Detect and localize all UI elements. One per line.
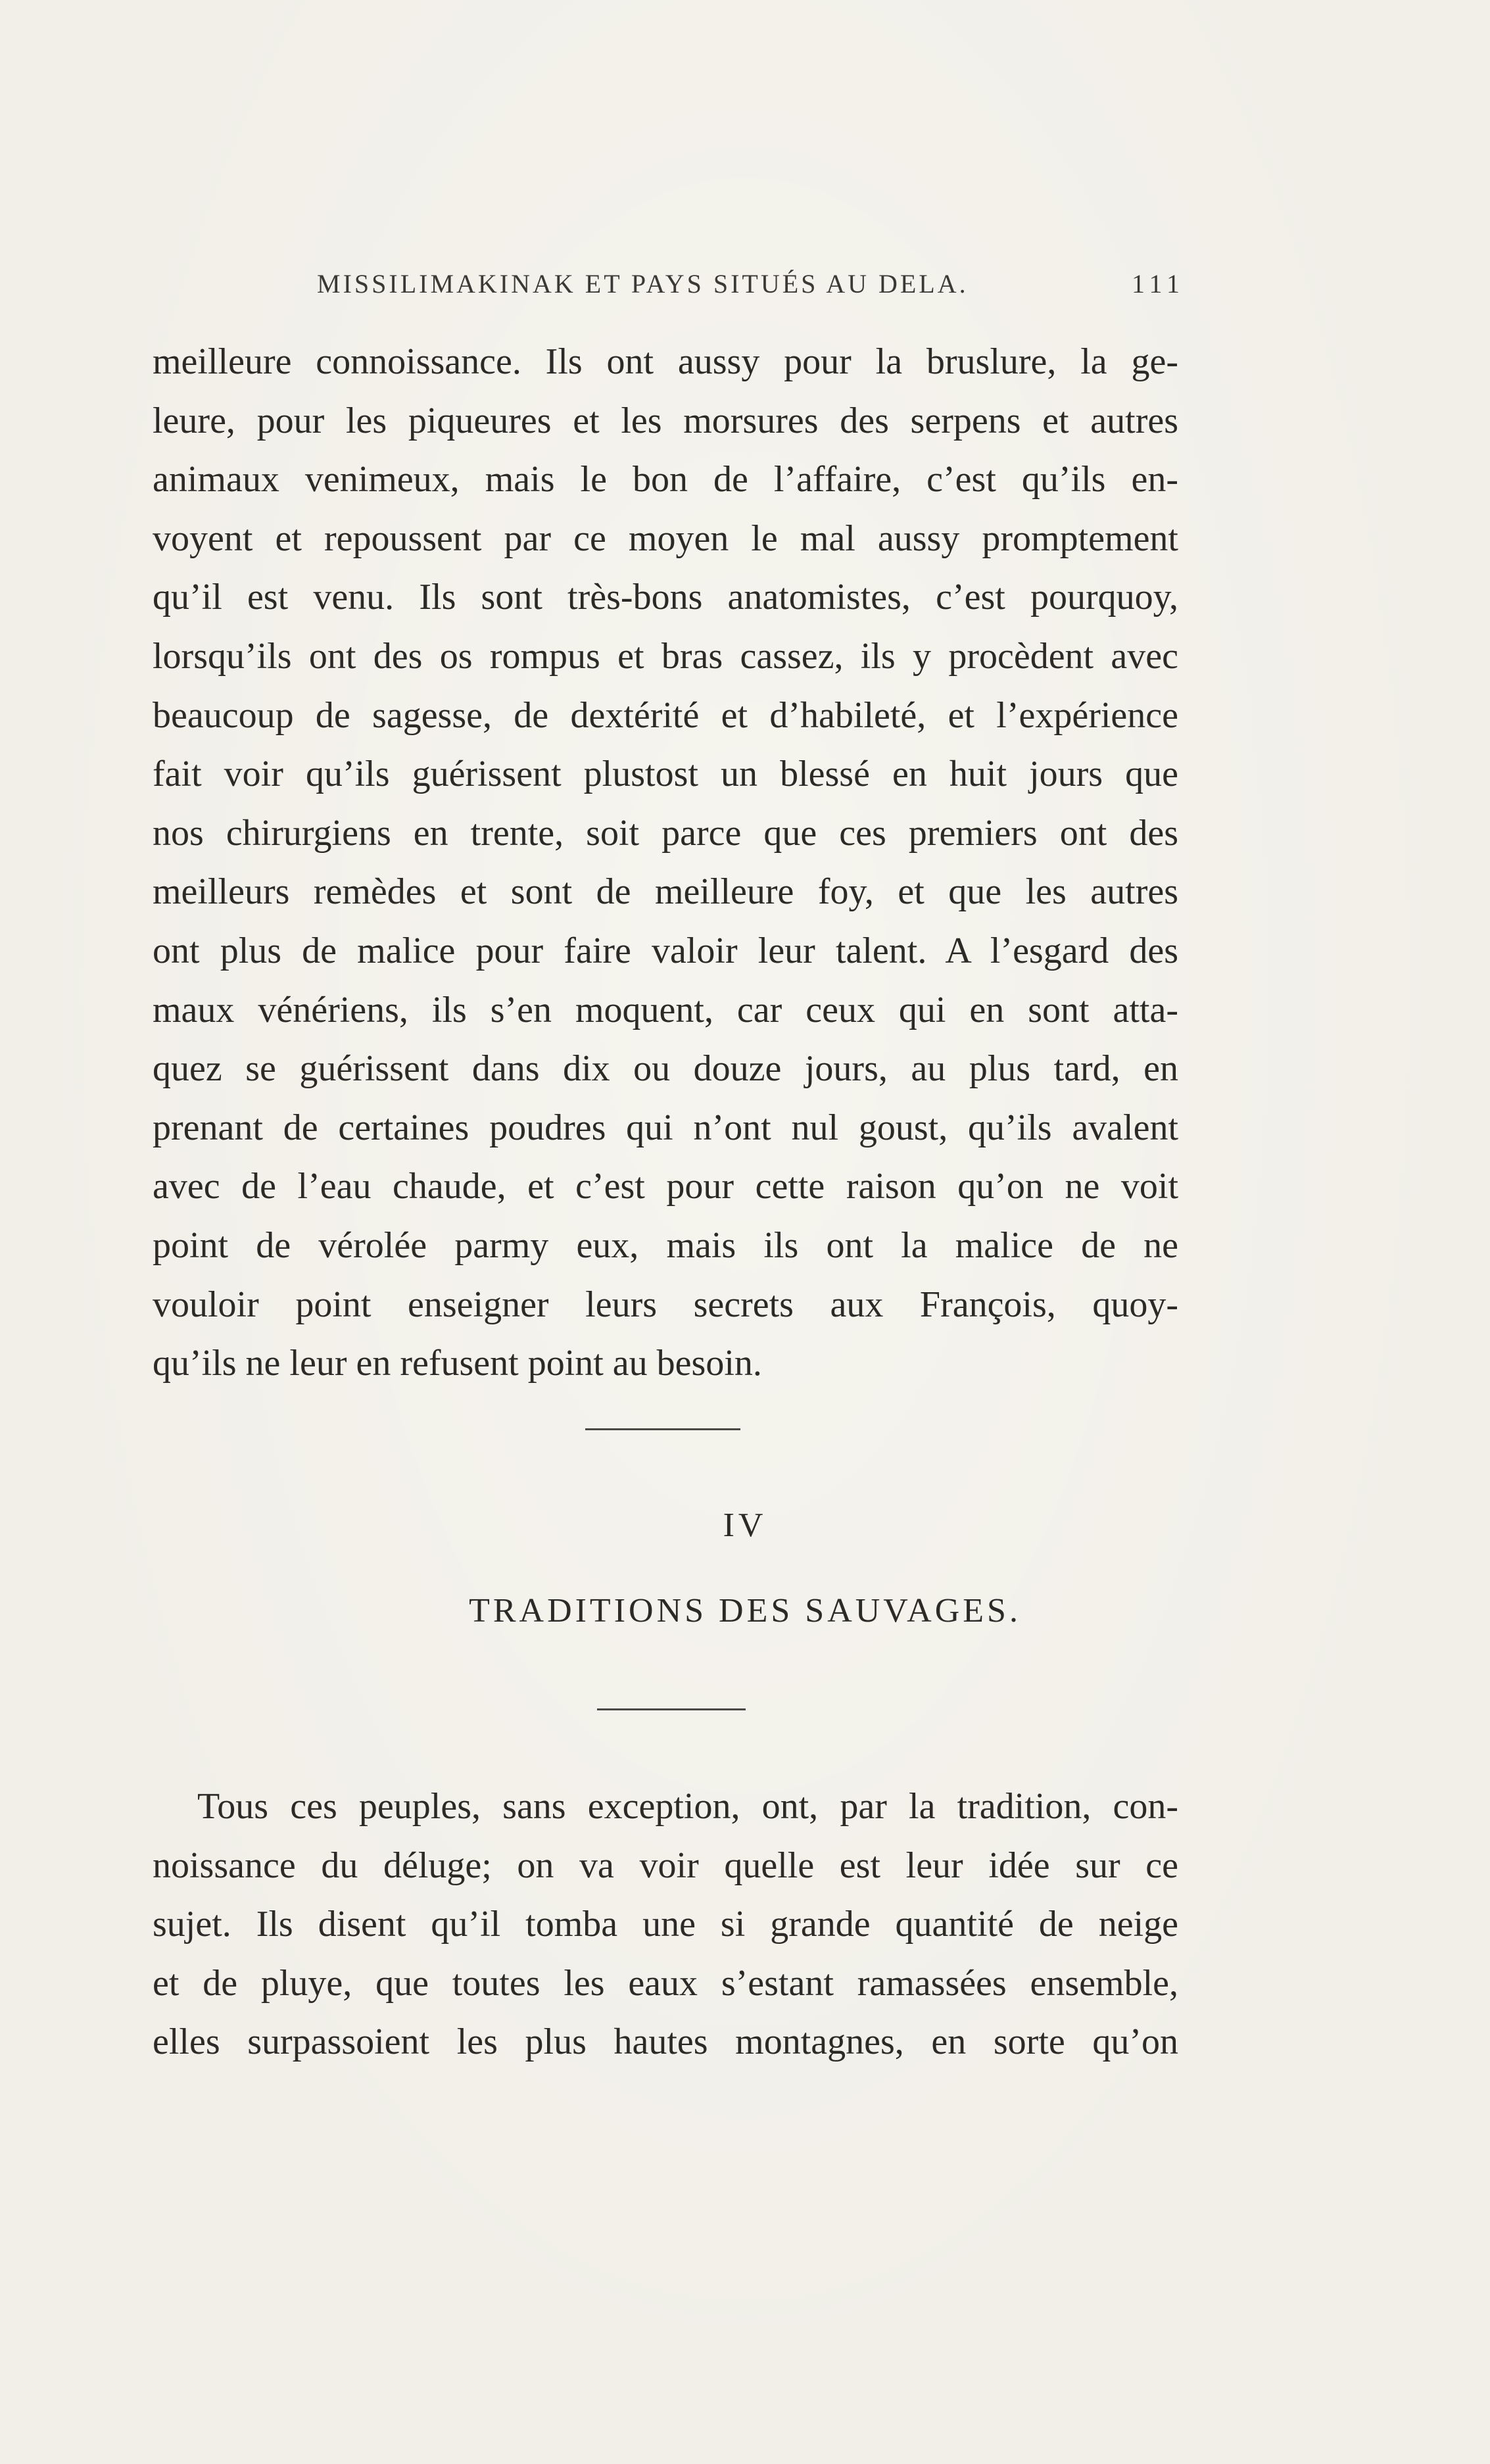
text-line: qu’ils ne leur en refusent point au besoin. (153, 1343, 762, 1384)
text-line: leure, pour les piqueures et les morsures des serpens et autres (153, 400, 1178, 441)
text-line: fait voir qu’ils guérissent plustost un blessé en huit jours que (153, 754, 1178, 795)
text-line: point de vérolée parmy eux, mais ils ont la malice de ne (153, 1224, 1178, 1266)
text-line: nos chirurgiens en trente, soit parce que ces premiers ont des (153, 812, 1178, 854)
section-title: TRADITIONS DES SAUVAGES. (469, 1592, 1021, 1630)
text-line: avec de l’eau chaude, et c’est pour cette raison qu’on ne voit (153, 1166, 1178, 1207)
text-line: prenant de certaines poudres qui n’ont nul goust, qu’ils avalent (153, 1107, 1178, 1148)
section-divider-top (585, 1428, 740, 1430)
page-number: 111 (1131, 269, 1185, 299)
text-line: Tous ces peuples, sans exception, ont, par la tradition, con- (197, 1786, 1178, 1827)
text-line: voyent et repoussent par ce moyen le mal aussy promptement (153, 518, 1178, 559)
running-head (317, 268, 1185, 308)
text-line: et de pluye, que toutes les eaux s’estant ramassées ensemble, (153, 1962, 1178, 2004)
text-line: meilleurs remèdes et sont de meilleure foy, et que les autres (153, 871, 1178, 913)
text-line: maux vénériens, ils s’en moquent, car ceux qui en sont atta- (153, 989, 1178, 1030)
section-number: IV (723, 1507, 767, 1544)
text-line: quez se guérissent dans dix ou douze jours, au plus tard, en (153, 1048, 1178, 1090)
running-title: MISSILIMAKINAK ET PAYS SITUÉS AU DELA. (317, 269, 969, 299)
paragraph-medicine (153, 333, 1178, 1393)
text-line: elles surpassoient les plus hautes montagnes, en sorte qu’on (153, 2021, 1178, 2063)
text-line: qu’il est venu. Ils sont très-bons anatomistes, c’est pourquoy, (153, 577, 1178, 618)
text-line: lorsqu’ils ont des os rompus et bras cassez, ils y procèdent avec (153, 635, 1178, 677)
text-line: animaux venimeux, mais le bon de l’affaire, c’est qu’ils en- (153, 459, 1178, 500)
section-divider-bottom (597, 1708, 746, 1710)
text-line: sujet. Ils disent qu’il tomba une si grande quantité de neige (153, 1904, 1178, 1945)
text-line: beaucoup de sagesse, de dextérité et d’habileté, et l’expérience (153, 694, 1178, 736)
text-line: meilleure connoissance. Ils ont aussy pour la bruslure, la ge- (153, 341, 1178, 382)
text-line: ont plus de malice pour faire valoir leur talent. A l’esgard des (153, 930, 1178, 971)
paragraph-deluge (153, 1777, 1178, 2072)
text-line: noissance du déluge; on va voir quelle est leur idée sur ce (153, 1845, 1178, 1886)
text-line: vouloir point enseigner leurs secrets aux François, quoy- (153, 1284, 1178, 1325)
